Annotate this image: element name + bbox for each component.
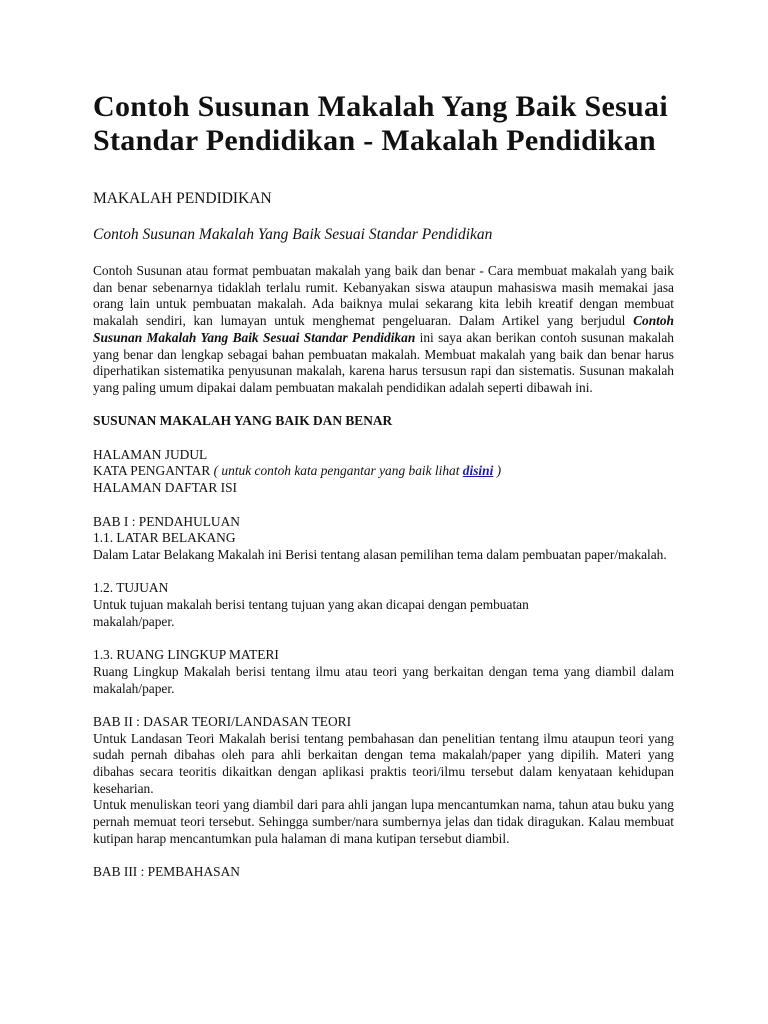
bab2-paragraph-1: Untuk Landasan Teori Makalah berisi tentang pembahasan dan penelitian tentang ilmu ataupun teori yang sudah pernah dibahas oleh para ahli berkaitan dengan tema makalah/paper yang dipilih. Materi yang dibahas secara teoritis dikaitkan dengan aplikasi praktis teori/ilmu tersebut dalam kenyataan kehidupan keseharian. — [93, 730, 674, 796]
kata-pengantar-note: ( untuk contoh kata pengantar yang baik lihat — [213, 463, 463, 479]
bab3-heading: BAB III : PEMBAHASAN — [93, 864, 240, 880]
disini-link[interactable]: disini — [462, 463, 494, 479]
bab2-section — [93, 714, 674, 848]
bab1-section — [93, 514, 674, 564]
kata-pengantar-line — [93, 463, 674, 480]
bab2-paragraph-2: Untuk menuliskan teori yang diambil dari para ahli jangan lupa mencantumkan nama, tahun atau buku yang pernah memuat teori tersebut. Sehingga sumber/nara sumbernya jelas dan tidak diragukan. Kalau membuat kutipan harap mencantumkan pula halaman di mana kutipan tersebut diambil. — [93, 797, 674, 846]
intro-text-2: ini saya akan berikan contoh susunan makalah yang benar dan lengkap sebagai bahan pembuatan makalah. Membuat makalah yang baik dan benar harus diperhatikan sistematika penyusunan makalah, karena harus tersusun rapi dan sistematis. Susunan makalah yang paling umum dipakai dalam pembuatan makalah pendidikan adalah seperti dibawah ini. — [93, 329, 674, 395]
tujuan-section — [93, 580, 674, 630]
latar-belakang-heading: 1.1. LATAR BELAKANG — [93, 530, 236, 546]
latar-belakang-text: Dalam Latar Belakang Makalah ini Berisi tentang alasan pemilihan tema dalam pembuatan paper/makalah. — [93, 546, 667, 562]
ruang-lingkup-text: Ruang Lingkup Makalah berisi tentang ilmu atau teori yang berkaitan dengan tema yang diambil dalam makalah/paper. — [93, 663, 674, 696]
tujuan-text-line-1: Untuk tujuan makalah berisi tentang tujuan yang akan dicapai dengan pembuatan — [93, 597, 529, 612]
intro-emphasis: Contoh Susunan Makalah Yang Baik Sesuai Standar Pendidikan — [93, 313, 674, 345]
halaman-daftar-isi: HALAMAN DAFTAR ISI — [93, 480, 237, 496]
ruang-lingkup-section — [93, 647, 674, 697]
bab1-heading: BAB I : PENDAHULUAN — [93, 513, 240, 529]
bab2-heading: BAB II : DASAR TEORI/LANDASAN TEORI — [93, 713, 352, 729]
document-content — [93, 90, 674, 881]
category-label: MAKALAH PENDIDIKAN — [93, 190, 272, 207]
document-title: Contoh Susunan Makalah Yang Baik Sesuai Standar Pendidikan - Makalah Pendidikan — [93, 90, 668, 157]
tujuan-text-line-2: makalah/paper. — [93, 613, 175, 629]
tujuan-heading: 1.2. TUJUAN — [93, 580, 169, 596]
intro-text-1: Contoh Susunan atau format pembuatan makalah yang baik dan benar - Cara membuat makalah yang baik dan benar sebenarnya tidaklah terlalu rumit. Kebanyakan siswa ataupun mahasiswa masih memakai jasa orang lain untuk pembuatan makalah. Ada baiknya mulai sekarang kita lebih kreatif dengan membuat makalah sendiri, kan lumayan untuk menghemat pengeluaran. Dalam Artikel yang berjudul — [93, 263, 674, 329]
front-matter — [93, 447, 674, 497]
outline-heading: SUSUNAN MAKALAH YANG BAIK DAN BENAR — [93, 413, 393, 429]
intro-paragraph — [93, 263, 674, 397]
document-subtitle: Contoh Susunan Makalah Yang Baik Sesuai Standar Pendidikan — [93, 226, 493, 243]
ruang-lingkup-heading: 1.3. RUANG LINGKUP MATERI — [93, 647, 279, 663]
kata-pengantar-label: KATA PENGANTAR — [93, 463, 211, 479]
bab3-section — [93, 864, 674, 881]
halaman-judul: HALAMAN JUDUL — [93, 446, 208, 462]
kata-pengantar-close: ) — [493, 463, 502, 479]
